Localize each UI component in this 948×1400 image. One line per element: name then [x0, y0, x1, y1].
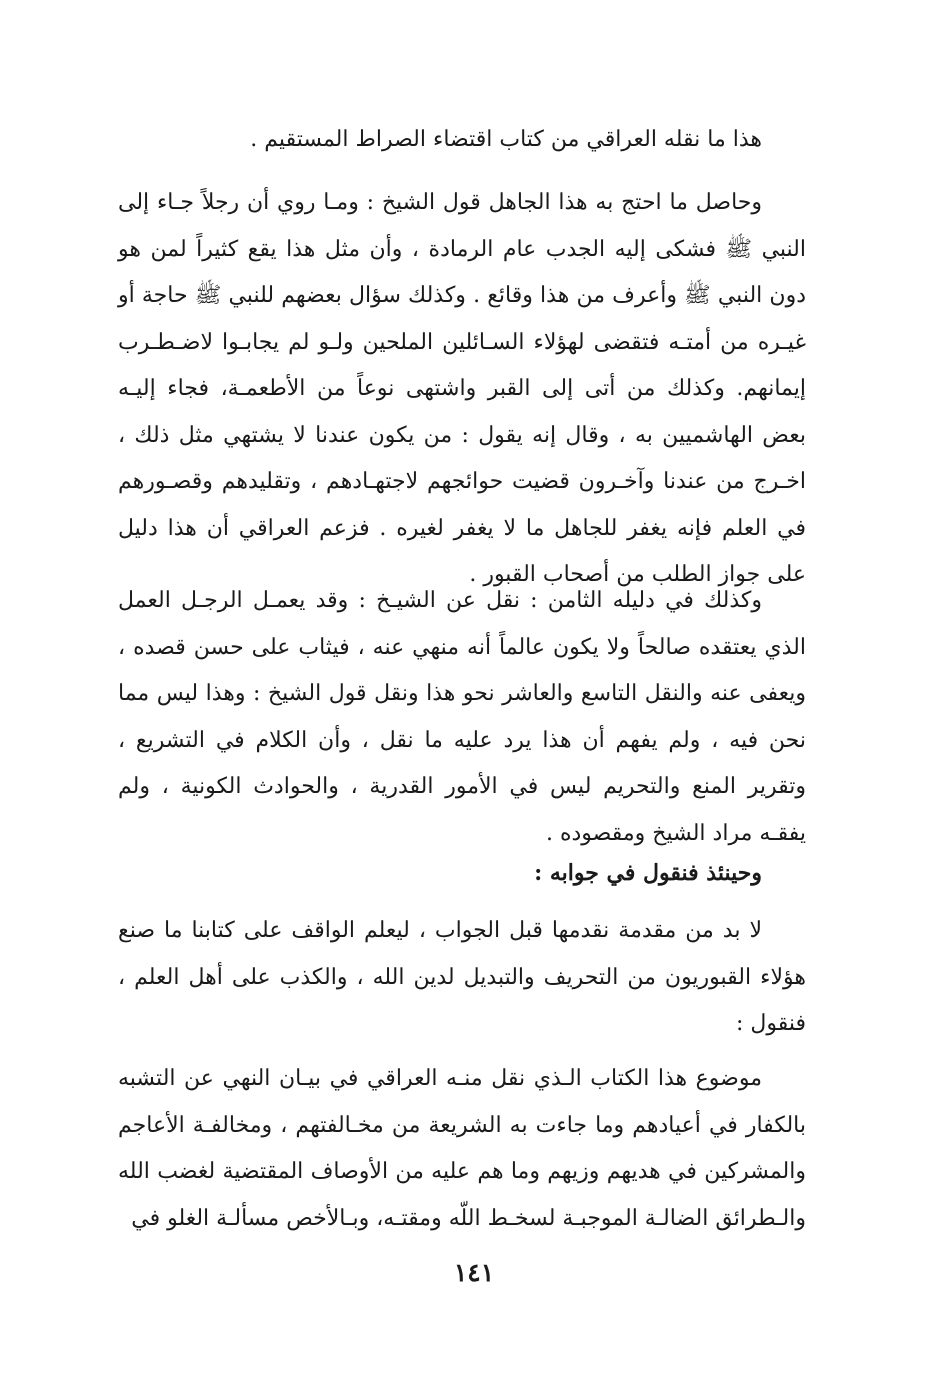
paragraph-1-block: [118, 117, 806, 164]
paragraph-5-block: [118, 1056, 806, 1242]
page-number: ١٤١: [453, 1258, 495, 1287]
paragraph-5: موضوع هذا الكتاب الـذي نقل منـه العراقي في بيـان النهي عن التشبه بالكفار في أعيادهم وما جاءت به الشريعة من مخـالفتهم ، ومخالفـة الأعاجم والمشركين في هديهم وزيهم وما هم عليه من الأوصاف المقتضية لغضب الله والـطرائق الضالـة الموجبـة لسخـط اللّه ومقتـه، وبـالأخص مسألـة الغلو في: [118, 1066, 806, 1231]
paragraph-1: هذا ما نقله العراقي من كتاب اقتضاء الصراط المستقيم .: [250, 127, 762, 152]
paragraph-4-block: [118, 908, 806, 1048]
section-heading: وحينئذ فنقول في جوابه :: [534, 860, 762, 886]
paragraph-4: لا بد من مقدمة نقدمها قبل الجواب ، ليعلم الواقف على كتابنا ما صنع هؤلاء القبوريون من التحريف والتبديل لدين الله ، والكذب على أهل العلم ، فنقول :: [118, 918, 806, 1036]
paragraph-2-block: [118, 180, 806, 599]
paragraph-3: وكذلك في دليله الثامن : نقل عن الشيـخ : وقد يعمـل الرجـل العمل الذي يعتقده صالحاً ولا يكون عالماً أنه منهي عنه ، فيثاب على حسن قصده ، ويعفى عنه والنقل التاسع والعاشر نحو هذا ونقل قول الشيخ : وهذا ليس مما نحن فيه ، ولم يفهم أن هذا يرد عليه ما نقل ، وأن الكلام في التشريع ، وتقرير المنع والتحريم ليس في الأمور القدرية ، والحوادث الكونية ، ولم يفقـه مراد الشيخ ومقصوده .: [118, 588, 806, 846]
paragraph-3-block: [118, 578, 806, 857]
heading-block: [118, 850, 806, 897]
paragraph-2: وحاصل ما احتج به هذا الجاهل قول الشيخ : ومـا روي أن رجلاً جـاء إلى النبي ﷺ فشكى إليه الجدب عام الرمادة ، وأن مثل هذا يقع كثيراً لمن هو دون النبي ﷺ وأعرف من هذا وقائع . وكذلك سؤال بعضهم للنبي ﷺ حاجة أو غيـره من أمتـه فتقضى لهؤلاء السـائلين الملحين ولـو لم يجابـوا لاضـطـرب إيمانهم. وكذلك من أتى إلى القبر واشتهى نوعاً من الأطعمـة، فجاء إليـه بعض الهاشميين به ، وقال إنه يقول : من يكون عندنا لا يشتهي مثل ذلك ، اخـرج من عندنا وآخـرون قضيت حوائجهم لاجتهـادهم ، وتقليدهم وقصـورهم في العلم فإنه يغفر للجاهل ما لا يغفر لغيره . فزعم العراقي أن هذا دليل على جواز الطلب من أصحاب القبور .: [118, 190, 806, 587]
